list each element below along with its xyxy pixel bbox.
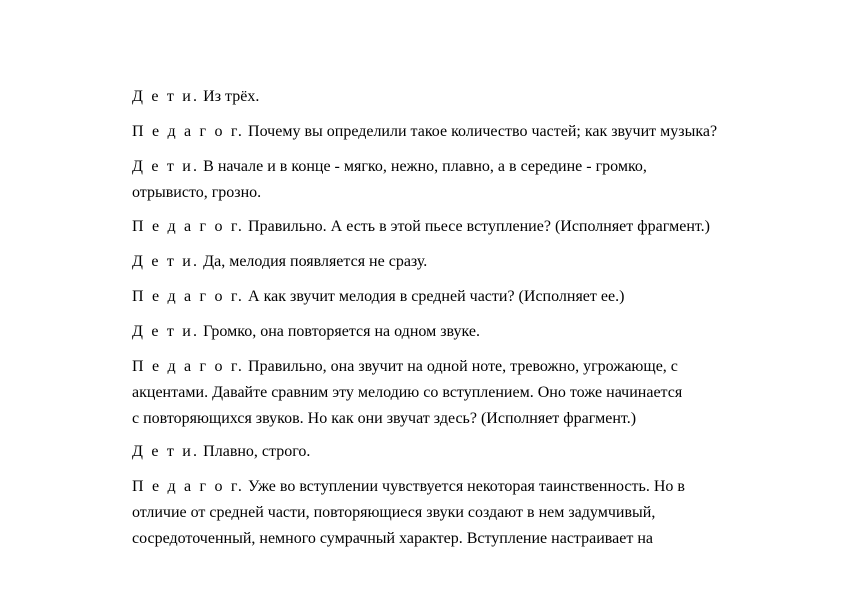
paragraph: [132, 319, 772, 345]
paragraph-text: Почему вы определили такое количество частей; как звучит музыка?: [248, 123, 718, 140]
speaker-label: Д е т и.: [132, 158, 200, 175]
paragraph: [132, 154, 772, 206]
paragraph-text: Плавно, строго.: [203, 443, 311, 460]
paragraph-text: А как звучит мелодия в средней части? (Исполняет ее.): [248, 288, 625, 305]
speaker-label: П е д а г о г.: [132, 288, 245, 305]
paragraph: [132, 84, 772, 110]
paragraph-text: акцентами. Давайте сравним эту мелодию со вступлением. Оно тоже начинается: [132, 384, 683, 401]
paragraph: [132, 474, 772, 552]
paragraph-text: Громко, она повторяется на одном звуке.: [203, 323, 480, 340]
paragraph-text: с повторяющихся звуков. Но как они звучат здесь? (Исполняет фрагмент.): [132, 410, 637, 427]
speaker-label: Д е т и.: [132, 443, 200, 460]
speaker-label: Д е т и.: [132, 88, 200, 105]
paragraph: [132, 354, 772, 432]
paragraph-text: отрывисто, грозно.: [132, 184, 262, 201]
paragraph-text: Из трёх.: [203, 88, 260, 105]
speaker-label: П е д а г о г.: [132, 123, 245, 140]
paragraph: [132, 249, 772, 275]
paragraph: [132, 439, 772, 465]
paragraph-text: сосредоточенный, немного сумрачный характер. Вступление настраивает на: [132, 530, 653, 547]
paragraph-text: Правильно. А есть в этой пьесе вступление? (Исполняет фрагмент.): [248, 218, 710, 235]
paragraph: [132, 119, 772, 145]
paragraph-text: Правильно, она звучит на одной ноте, тревожно, угрожающе, с: [248, 358, 678, 375]
speaker-label: П е д а г о г.: [132, 478, 245, 495]
speaker-label: Д е т и.: [132, 323, 200, 340]
paragraph-text: Уже во вступлении чувствуется некоторая таинственность. Но в: [248, 478, 685, 495]
paragraph: [132, 284, 772, 310]
paragraph: [132, 214, 772, 240]
paragraph-text: В начале и в конце - мягко, нежно, плавно, а в середине - громко,: [203, 158, 647, 175]
paragraph-text: отличие от средней части, повторяющиеся звуки создают в нем задумчивый,: [132, 504, 656, 521]
speaker-label: П е д а г о г.: [132, 218, 245, 235]
speaker-label: П е д а г о г.: [132, 358, 245, 375]
paragraph-text: Да, мелодия появляется не сразу.: [203, 253, 428, 270]
speaker-label: Д е т и.: [132, 253, 200, 270]
